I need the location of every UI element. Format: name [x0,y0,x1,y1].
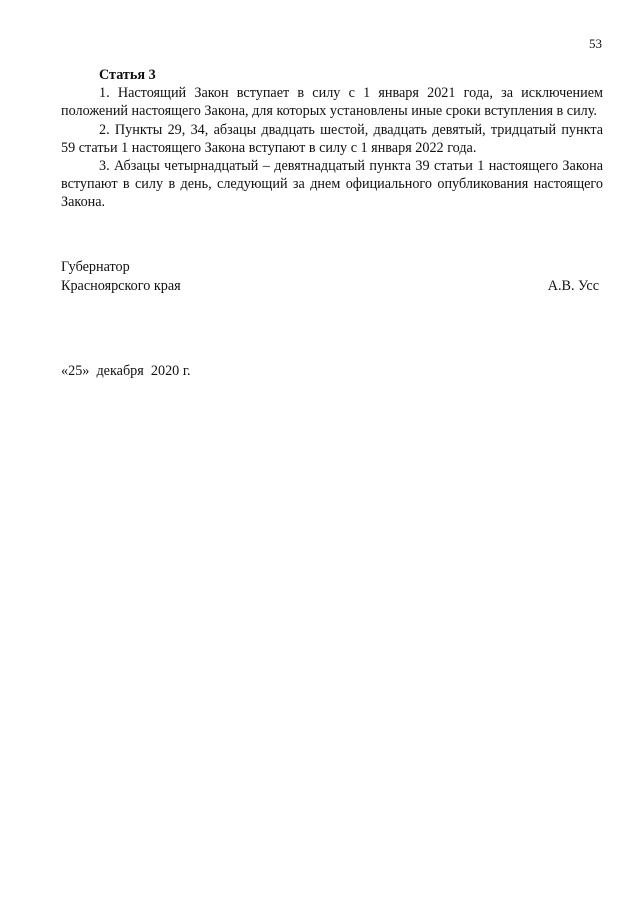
article-paragraph-2: 2. Пункты 29, 34, абзацы двадцать шестой, двадцать девятый, тридцатый пункта 59 статьи 1 настоящего Закона вступают в силу с 1 января 2022 года. [61,121,603,156]
page-number: 53 [589,36,602,51]
signatory-position-line1: Губернатор [61,259,130,275]
signatory-name: А.В. Усс [547,277,599,294]
article-section [61,66,603,212]
signatory-position-line2: Красноярского края [61,277,181,294]
signature-block [61,258,599,295]
article-title: Статья 3 [99,67,156,83]
document-date: «25» декабря 2020 г. [61,363,191,379]
article-paragraph-3: 3. Абзацы четырнадцатый – девятнадцатый пункта 39 статьи 1 настоящего Закона вступают в силу в день, следующий за днем официального опубликования настоящего Закона. [61,158,603,211]
article-paragraph-1: 1. Настоящий Закон вступает в силу с 1 января 2021 года, за исключением положений настоящего Закона, для которых установлены иные сроки вступления в силу. [61,85,603,120]
signature-line [61,277,599,296]
